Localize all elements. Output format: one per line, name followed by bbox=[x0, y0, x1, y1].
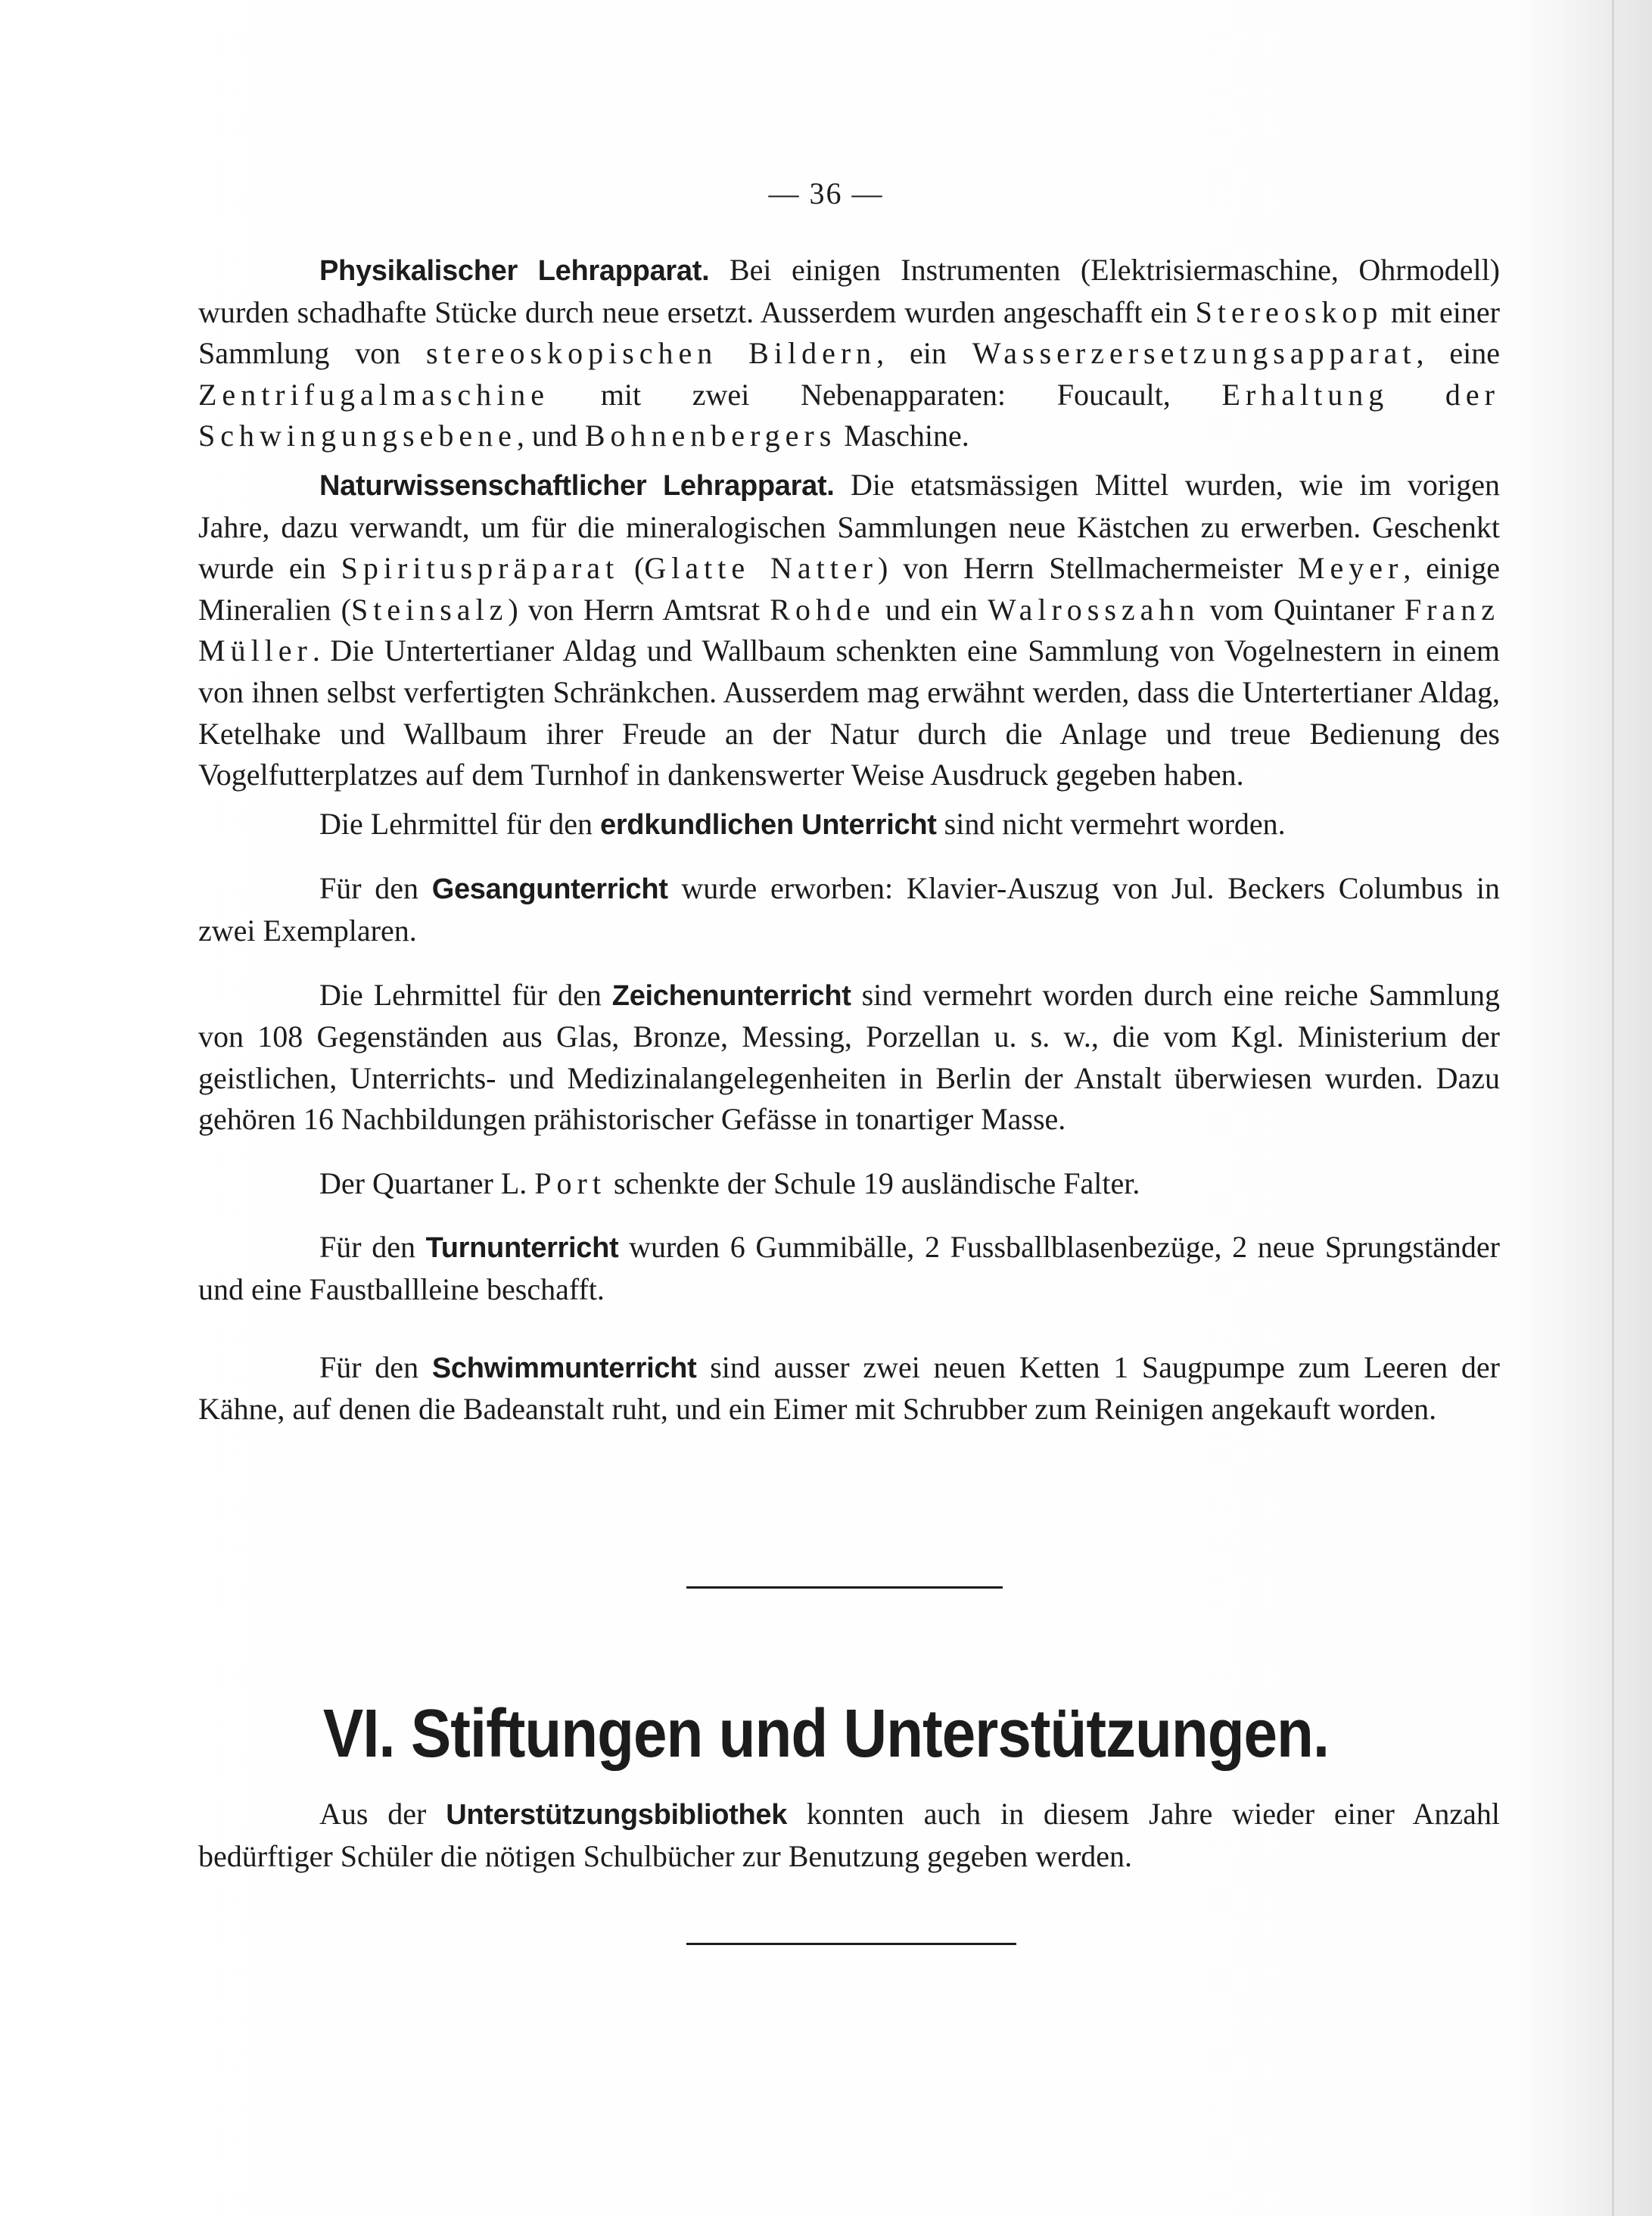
paragraph-gift-butterflies bbox=[198, 1163, 1500, 1205]
keyword: Naturwissenschaftlicher Lehrapparat. bbox=[319, 469, 835, 502]
keyword: Turnunterricht bbox=[425, 1232, 619, 1265]
text-run: , und bbox=[516, 419, 585, 453]
paragraph-geography bbox=[198, 804, 1500, 846]
text-run: , eine bbox=[1416, 336, 1500, 371]
spaced-text: Rohde bbox=[770, 592, 876, 627]
end-rule bbox=[686, 1943, 1016, 1945]
paragraph-singing bbox=[198, 868, 1500, 951]
separator-rule bbox=[686, 1586, 1003, 1589]
text-run: Die etatsmässigen Mittel wurden, wie im vorigen Jahre, dazu verwandt, um für die mineralogischen Sammlungen neue Kästchen zu erwerben. Geschenkt wurde ein bbox=[198, 467, 1500, 586]
keyword: Schwimmunterricht bbox=[431, 1352, 697, 1384]
keyword: Unterstützungsbibliothek bbox=[446, 1799, 788, 1831]
section-heading: VI. Stiftungen und Unterstützungen. bbox=[322, 1695, 1330, 1772]
spaced-text: Erhaltung der Schwingungsebene bbox=[198, 377, 1500, 453]
text-run: Aus der bbox=[319, 1797, 446, 1831]
text-run: sind vermehrt worden durch eine reiche Sammlung von 108 Gegenständen aus Glas, Bronze, Messing, Porzellan u. s. w., die vom Kgl. Ministerium der geistlichen, Unterrichts- und Medizinalangelegenheiten in Berlin der Anstalt überwiesen wurden. Dazu gehören 16 Nachbildungen prähistorischer Gefässe in tonartiger Masse. bbox=[198, 977, 1501, 1137]
spaced-text: Port bbox=[534, 1166, 606, 1200]
text-run: wurde erworben: Klavier-Auszug von Jul. Beckers Columbus in zwei Exemplaren. bbox=[198, 871, 1500, 948]
spaced-text: Spirituspräparat bbox=[341, 551, 620, 586]
text-run: Für den bbox=[319, 1349, 432, 1384]
spaced-text: Franz Müller bbox=[198, 592, 1501, 668]
text-run: konnten auch in diesem Jahre wieder einer Anzahl bedürftiger Schüler die nötigen Schulbücher zur Benutzung gegeben werden. bbox=[198, 1797, 1500, 1873]
section-text bbox=[198, 1794, 1500, 1877]
keyword: Gesangunterricht bbox=[431, 873, 668, 906]
spaced-text: Steinsalz bbox=[350, 592, 509, 627]
paragraph-natural-science-apparatus bbox=[198, 465, 1500, 796]
paragraph-physics-apparatus bbox=[198, 250, 1500, 457]
text-run: sind nicht vermehrt worden. bbox=[936, 806, 1286, 841]
paragraph-swimming bbox=[198, 1347, 1500, 1430]
spaced-text: stereoskopischen Bildern bbox=[426, 336, 877, 371]
spaced-text: Zentrifugalmaschine bbox=[198, 377, 549, 412]
text-run: Für den bbox=[319, 871, 432, 906]
text-run: mit einer Sammlung von bbox=[198, 294, 1500, 371]
spaced-text: Meyer bbox=[1297, 551, 1404, 586]
paragraph-drawing bbox=[198, 975, 1500, 1141]
spaced-text: Stereoskop bbox=[1195, 294, 1383, 329]
paragraph-gymnastics bbox=[198, 1227, 1500, 1310]
keyword: Zeichenunterricht bbox=[611, 979, 851, 1012]
text-run: Für den bbox=[319, 1230, 426, 1265]
keyword: erdkundlichen Unterricht bbox=[599, 808, 937, 841]
page-edge bbox=[1612, 0, 1614, 2216]
text-run: Bei einigen Instrumenten (Elektrisiermaschine, Ohrmodell) wurden schadhafte Stücke durch neue ersetzt. Ausserdem wurden angeschafft ein bbox=[198, 253, 1500, 329]
keyword: Physikalischer Lehrapparat. bbox=[319, 255, 710, 287]
text-run: wurden 6 Gummibälle, 2 Fussballblasenbezüge, 2 neue Sprungständer und eine Faustballleine beschafft. bbox=[198, 1230, 1501, 1307]
text-run: Maschine. bbox=[836, 419, 969, 453]
text-run: und ein bbox=[875, 592, 988, 627]
page-number: — 36 — bbox=[768, 176, 884, 210]
text-run: Die Lehrmittel für den bbox=[319, 977, 612, 1012]
text-run: vom Quintaner bbox=[1199, 592, 1405, 627]
spaced-text: Glatte Natter bbox=[644, 551, 878, 586]
main-text bbox=[198, 250, 1500, 1430]
text-run: sind ausser zwei neuen Ketten 1 Saugpumpe zum Leeren der Kähne, auf denen die Badeanstalt ruht, und ein Eimer mit Schrubber zum Reinigen angekauft worden. bbox=[198, 1349, 1500, 1427]
spaced-text: Wasserzersetzungsapparat bbox=[972, 336, 1417, 371]
text-run: ) von Herrn Stellmachermeister bbox=[877, 551, 1298, 586]
text-run: ) von Herrn Amtsrat bbox=[508, 592, 770, 627]
text-run: Die Lehrmittel für den bbox=[319, 806, 600, 841]
paragraph-support-library bbox=[198, 1794, 1500, 1877]
spaced-text: Bohnenbergers bbox=[584, 419, 837, 453]
text-run: ( bbox=[619, 551, 645, 586]
text-run: , ein bbox=[876, 336, 972, 371]
text-run: , einige Mineralien ( bbox=[198, 551, 1501, 627]
text-run: mit zwei Nebenapparaten: Foucault, bbox=[549, 377, 1222, 412]
text-run: . Die Untertertianer Aldag und Wallbaum schenkten eine Sammlung von Vogelnestern in einem von ihnen selbst verfertigten Schränkchen. Ausserdem mag erwähnt werden, dass die Untertertianer Aldag, Ketelhake und Wallbaum ihrer Freude an der Natur durch die Anlage und treue Bedienung des Vogelfutterplatzes auf dem Turnhof in dankenswerter Weise Ausdruck gegeben haben. bbox=[198, 633, 1500, 792]
text-run: schenkte der Schule 19 ausländische Falter. bbox=[605, 1166, 1140, 1200]
spaced-text: Walrosszahn bbox=[988, 592, 1200, 627]
text-run: Der Quartaner L. bbox=[319, 1166, 535, 1200]
